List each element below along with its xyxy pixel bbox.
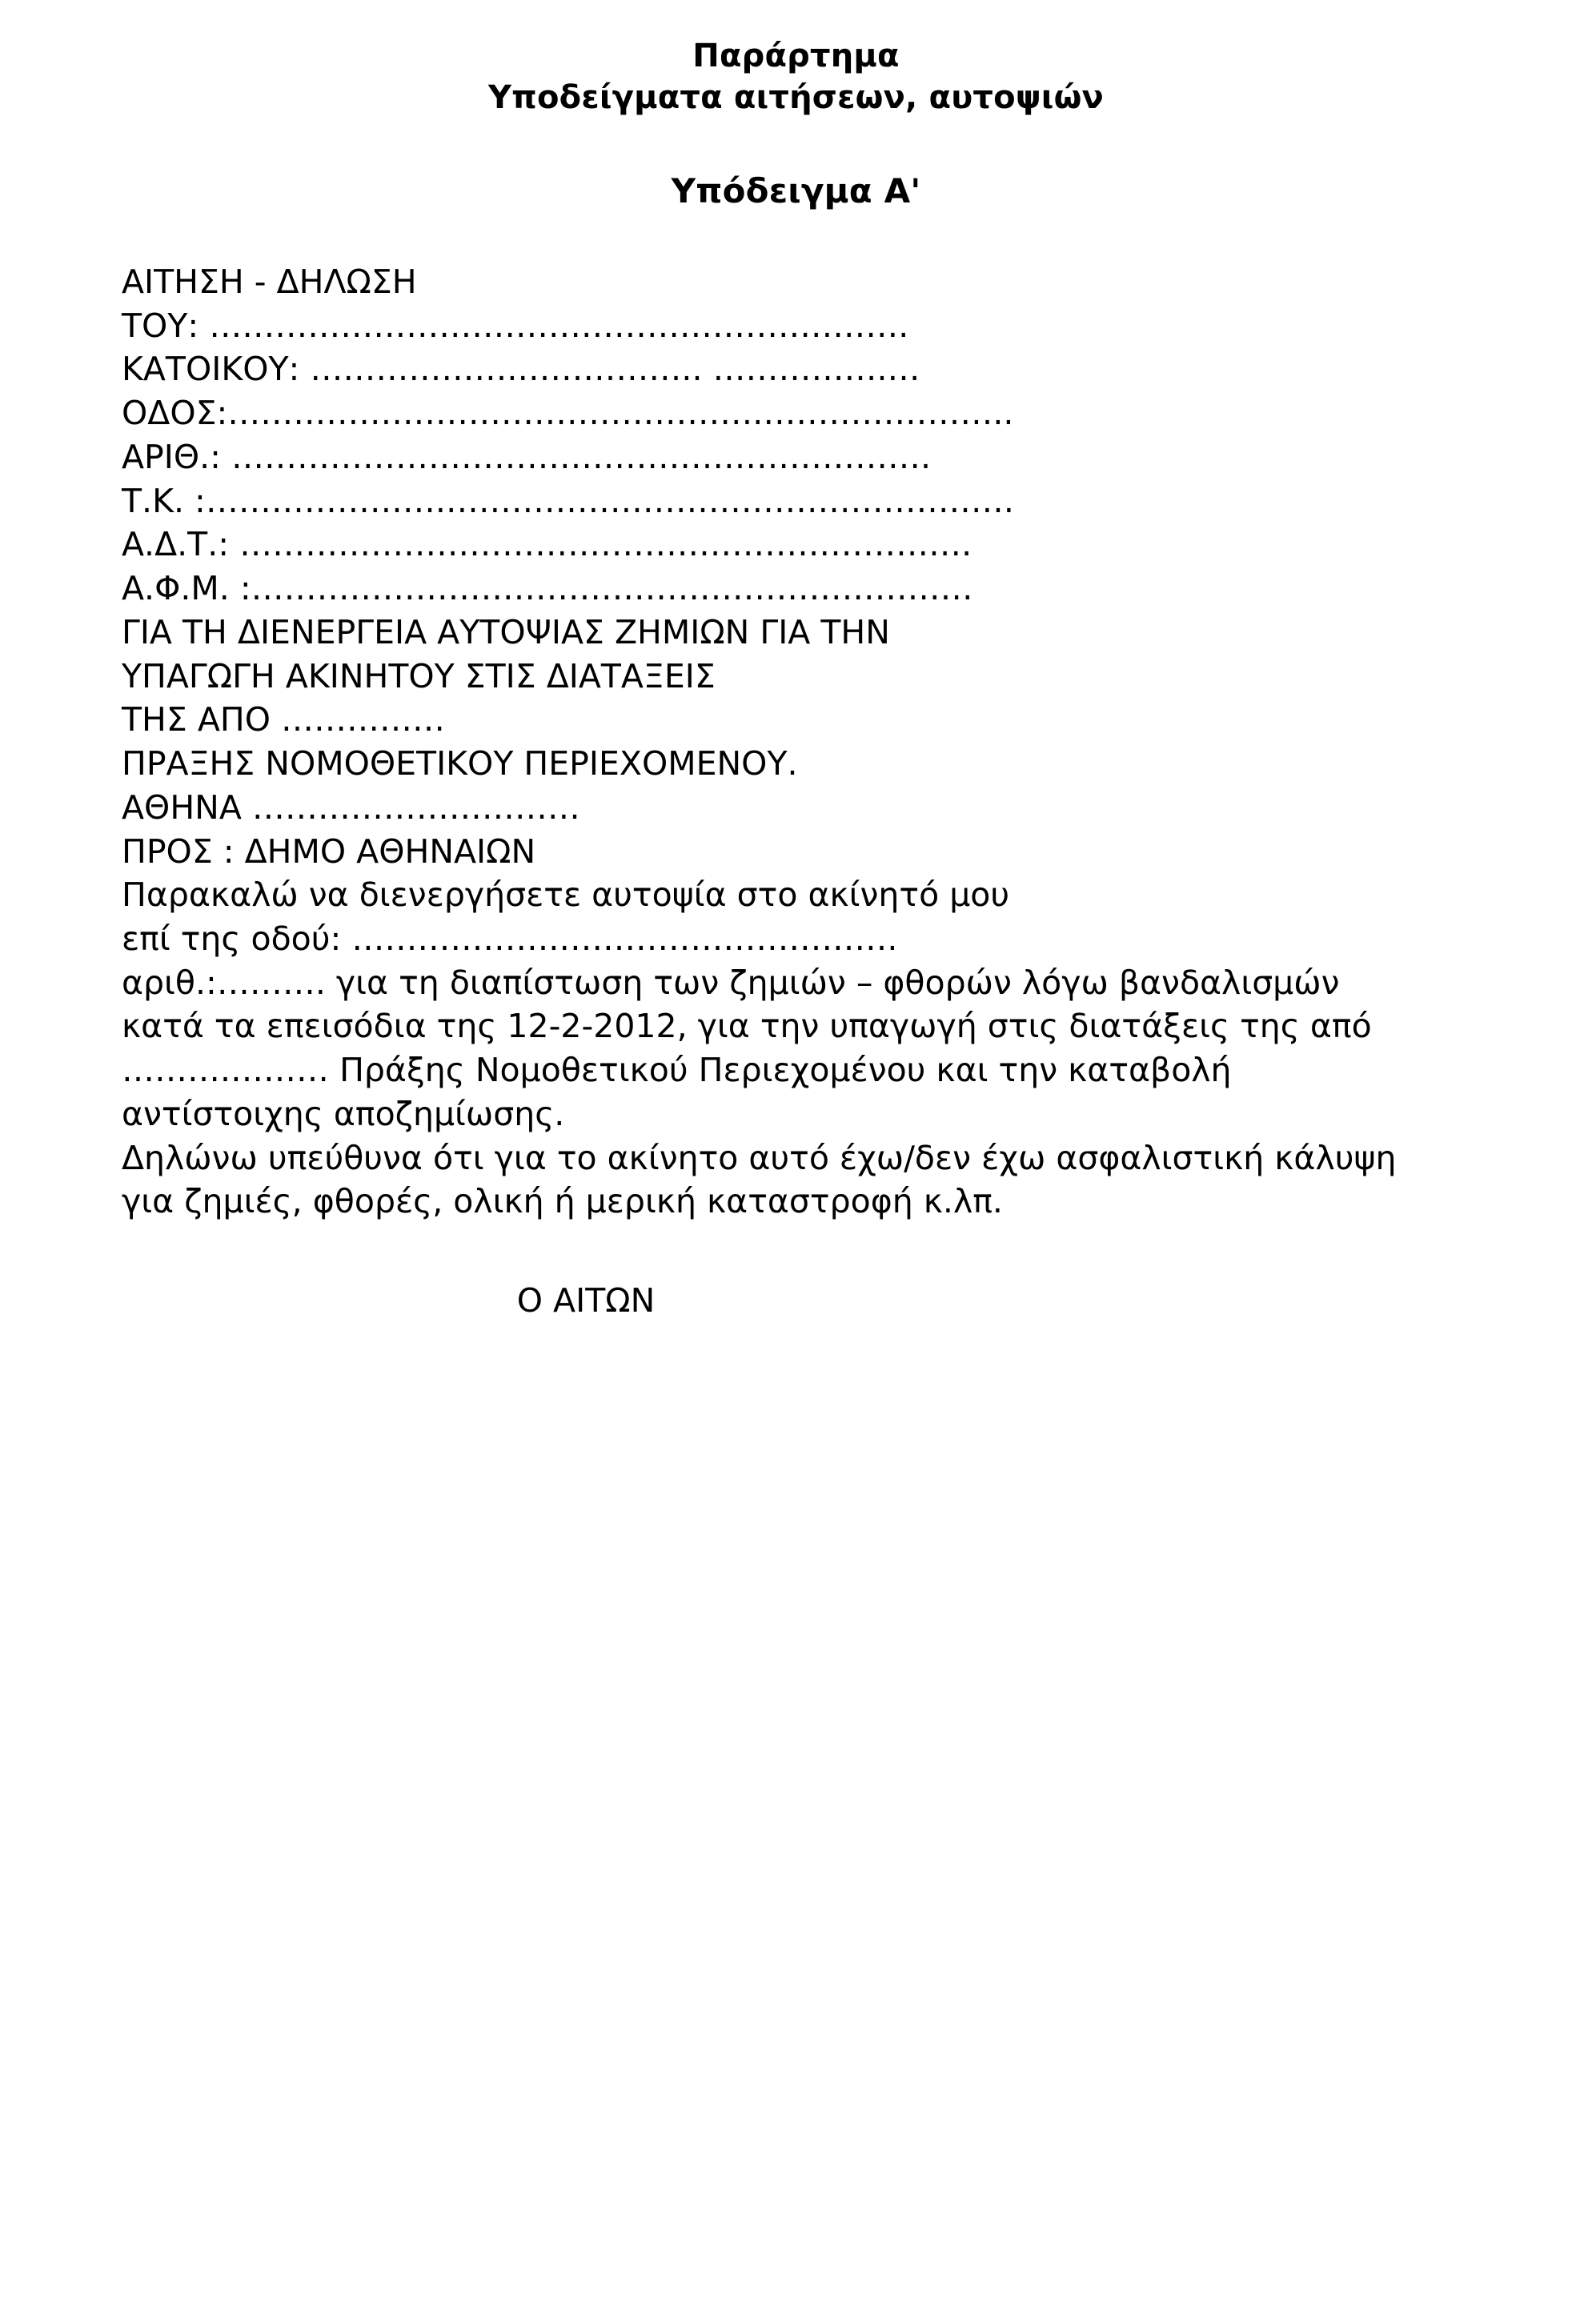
body-line: ΚΑΤΟΙΚΟΥ: ……………….…………….. …………….… [122,350,920,389]
page-title: Υπόδειγμα Α' [671,171,921,210]
body-line: ΥΠΑΓΩΓΗ ΑΚΙΝΗΤΟΥ ΣΤΙΣ ΔΙΑΤΑΞΕΙΣ [122,656,716,695]
header-line-2: Υποδείγματα αιτήσεων, αυτοψιών [488,79,1104,116]
body-line: Παρακαλώ να διενεργήσετε αυτοψία στο ακίνητό μου [122,876,1010,915]
signature-label: Ο ΑΙΤΩΝ [516,1281,656,1320]
document-header [0,35,1592,118]
body-line: Δηλώνω υπεύθυνα ότι για το ακίνητο αυτό έχω/δεν έχω ασφαλιστική κάλυψη [122,1138,1397,1177]
body-line: για ζημιές, φθορές, ολική ή μερική καταστροφή κ.λπ. [122,1182,1003,1221]
body-line: αριθ.:………. για τη διαπίστωση των ζημιών – φθορών λόγω βανδαλισμών [122,963,1340,1002]
body-line: Α.Δ.Τ.: …………………………………………………………. [122,525,972,564]
body-line: ΠΡΑΞΗΣ ΝΟΜΟΘΕΤΙΚΟΥ ΠΕΡΙΕΧΟΜΕΝΟΥ. [122,744,798,783]
document-body [0,260,1592,1224]
body-line: ΤΗΣ ΑΠΟ …………… [122,700,445,739]
document-page [0,35,1592,2324]
body-line: ΑΡΙΘ.: ………………………………………………………. [122,437,932,476]
body-line: ……….……… Πράξης Νομοθετικού Περιεχομένου και την καταβολή [122,1051,1232,1090]
body-line: ΓΙΑ ΤΗ ΔΙΕΝΕΡΓΕΙΑ ΑΥΤΟΨΙΑΣ ΖΗΜΙΩΝ ΓΙΑ ΤΗΝ [122,612,890,651]
body-line: ΟΔΟΣ:………………………………………….………………….. [122,394,1014,433]
body-line: ΑΙΤΗΣΗ - ΔΗΛΩΣΗ [122,262,417,301]
header-line-1: Παράρτημα [692,38,900,74]
signature-block [0,1281,1592,1320]
body-line: επί της οδού: ……………….…………………………. [122,920,898,959]
body-line: ΤΟΥ: ………………………………………………………. [122,306,909,345]
body-line: Α.Φ.Μ. :………………………………………………………… [122,569,973,608]
body-line: κατά τα επεισόδια της 12-2-2012, για την υπαγωγή στις διατάξεις της από [122,1007,1372,1046]
body-line: ΑΘΗΝΑ ………………………… [122,787,580,827]
body-line: ΠΡΟΣ : ΔΗΜΟ ΑΘΗΝΑΙΩΝ [122,831,536,871]
body-line: αντίστοιχης αποζημίωσης. [122,1094,565,1133]
body-line: Τ.Κ. :………………….……………………………………………. [122,481,1014,520]
